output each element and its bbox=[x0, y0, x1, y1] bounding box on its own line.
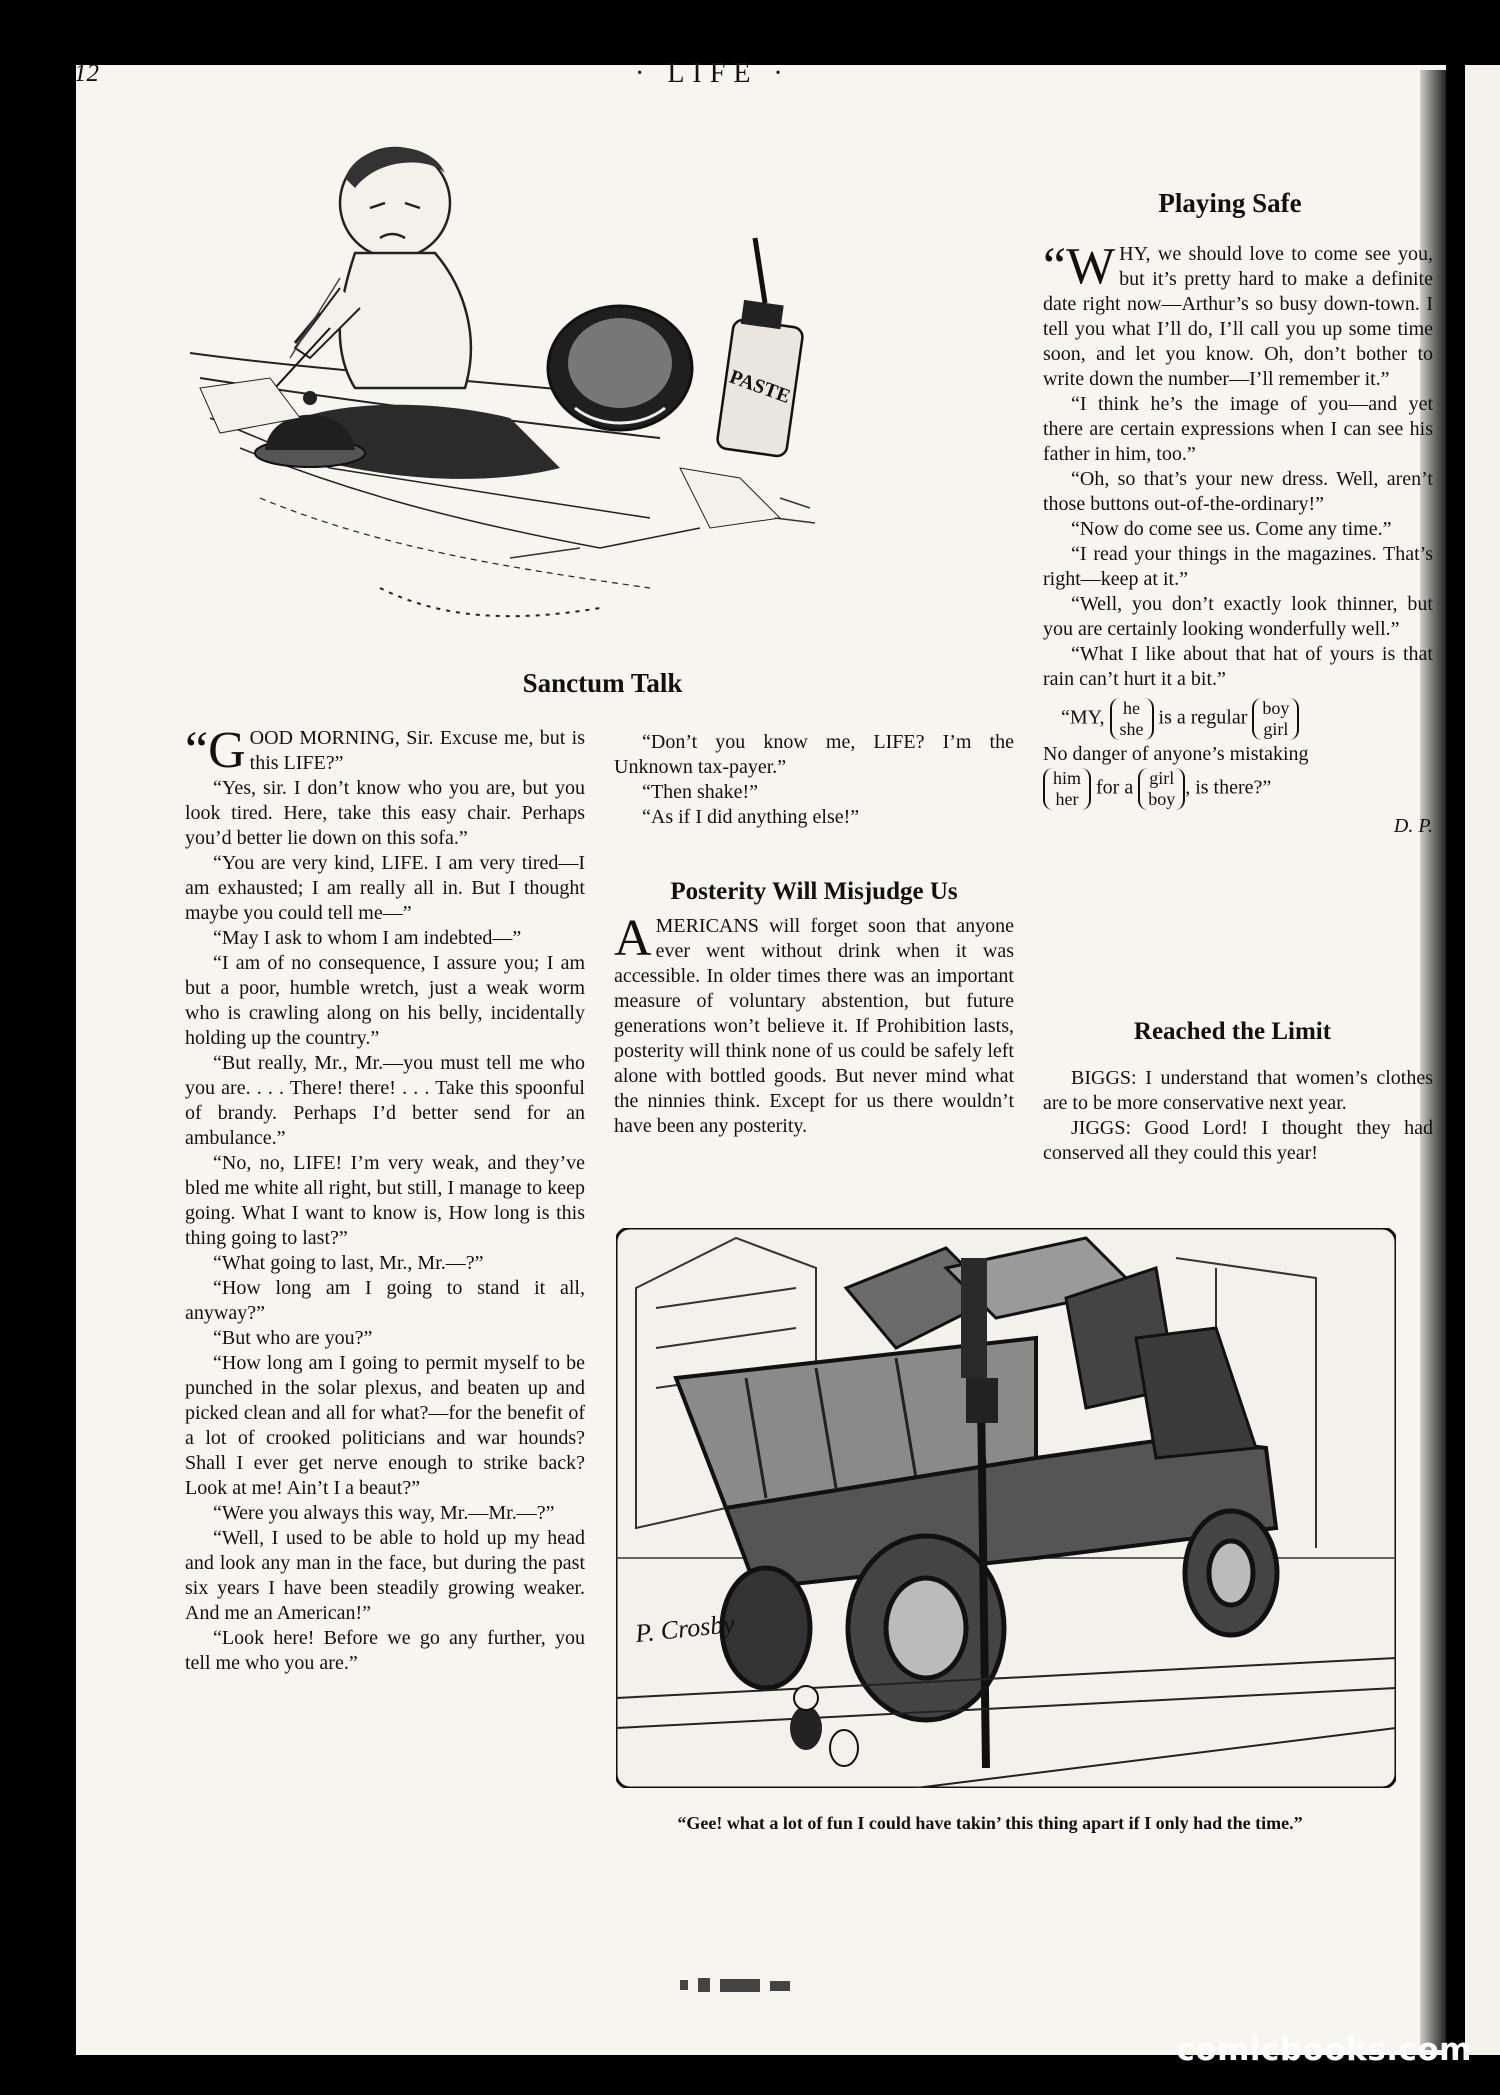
reached-limit-title: Reached the Limit bbox=[1133, 1018, 1332, 1045]
playing-safe-signature: D. P. bbox=[1393, 815, 1433, 837]
playing-safe-body: “WHY, we should love to come see you, but it’s pretty hard to make a definite date right now—Arthur’s so busy down-town. I tell you what I’ll do, I’ll call you up some time soon, and let you know. Oh, don’t bother to write down the number—I’ll remember it.” “I think he’s the image of you—and yet there are certain expressions when I can see his father in him, too.” “Oh, so that’s your new dress. Well, aren’t those buttons out-of-the-ordinary!” “Now do come see us. Come any time.” “I read your things in the magazines. That’s right—keep at it.” “Well, you don’t exactly look thinner, but you are certainly looking wonderfully well.” “What I like about that hat of yours is that rain can’t hurt it a bit.” “MY, he she is a regular boy girl No danger of anyone’s mistaking him her for a girl boy, is there?” D. P. bbox=[1043, 238, 1433, 837]
site-watermark: comicbooks.com bbox=[1176, 2032, 1472, 2068]
playing-safe-title: Playing Safe bbox=[1158, 188, 1302, 218]
artist-signature: P. Crosby bbox=[633, 1608, 736, 1649]
page-number: 12 bbox=[74, 60, 99, 87]
truck-caption: “Gee! what a lot of fun I could have takin’ this thing apart if I only had the time.” bbox=[677, 1813, 1303, 1833]
sanctum-talk-title: Sanctum Talk bbox=[522, 668, 683, 698]
sanctum-talk-column-2: “Don’t you know me, LIFE? I’m the Unknown tax-payer.” “Then shake!” “As if I did anything else!” bbox=[614, 731, 1014, 828]
sanctum-talk-column-1: “GOOD MORNING, Sir. Excuse me, but is this LIFE?” “Yes, sir. I don’t know who you are, but you look tired. Here, take this easy chair. Perhaps you’d better lie down on this sofa.” “You are very kind, LIFE. I am very tired—I am exhausted; I am really all in. But I thought maybe you could tell me—” “May I ask to whom I am indebted—” “I am of no consequence, I assure you; I am but a poor, humble wretch, just a weak worm who is crawling along on his belly, incidentally holding up the country.” “But really, Mr., Mr.—you must tell me who you are. . . . There! there! . . . Take this spoonful of brandy. Perhaps I’d better send for an ambulance.” “No, no, LIFE! I’m very weak, and they’ve bled me white all right, but still, I manage to keep going. What I want to know is, How long is this thing going to last?” “What going to last, Mr., Mr.—?” “How long am I going to stand it all, anyway?” “But who are you?” “How long am I going to permit myself to be punched in the solar plexus, and beaten up and picked clean and all for what?—for the benefit of a lot of crooked politicians and war hounds? Shall I ever get nerve enough to strike back? Look at me! Ain’t I a beaut?” “Were you always this way, Mr.—Mr.—?” “Well, I used to be able to hold up my head and look any man in the face, but during the past six years I have been steadily growing weaker. And me an American!” “Look here! Before we go any further, you tell me who you are.” bbox=[185, 722, 585, 1674]
drop-cap-a: A bbox=[614, 910, 652, 967]
paste-jar-label: PASTE bbox=[726, 365, 794, 408]
drop-cap-w: “W bbox=[1043, 238, 1116, 295]
posterity-body: AMERICANS will forget soon that anyone ever went without drink when it was accessible. In older times there was an important measure of voluntary abstention, but future generations won’t believe it. If Prohibition lasts, posterity will think none of us could be safely left alone with bottled goods. But never mind what the ninnies think. Except for us there wouldn’t have been any posterity. bbox=[614, 910, 1014, 1137]
reached-limit-body: BIGGS: I understand that women’s clothes are to be more conservative next year. JIGGS: Good Lord! I thought they had conserved all they could this year! bbox=[1043, 1067, 1434, 1164]
truck-illustration bbox=[616, 1228, 1396, 1788]
cupid-desk-illustration bbox=[180, 118, 820, 638]
drop-cap-g: “G bbox=[185, 722, 246, 779]
adjacent-page-sliver bbox=[1465, 65, 1500, 2055]
posterity-title: Posterity Will Misjudge Us bbox=[670, 878, 958, 905]
playing-safe-verse: “MY, he she is a regular boy girl No danger of anyone’s mistaking him her for a girl boy, is there?” bbox=[1043, 698, 1309, 809]
masthead: · LIFE · bbox=[635, 58, 791, 89]
print-smudge bbox=[620, 1976, 860, 1994]
